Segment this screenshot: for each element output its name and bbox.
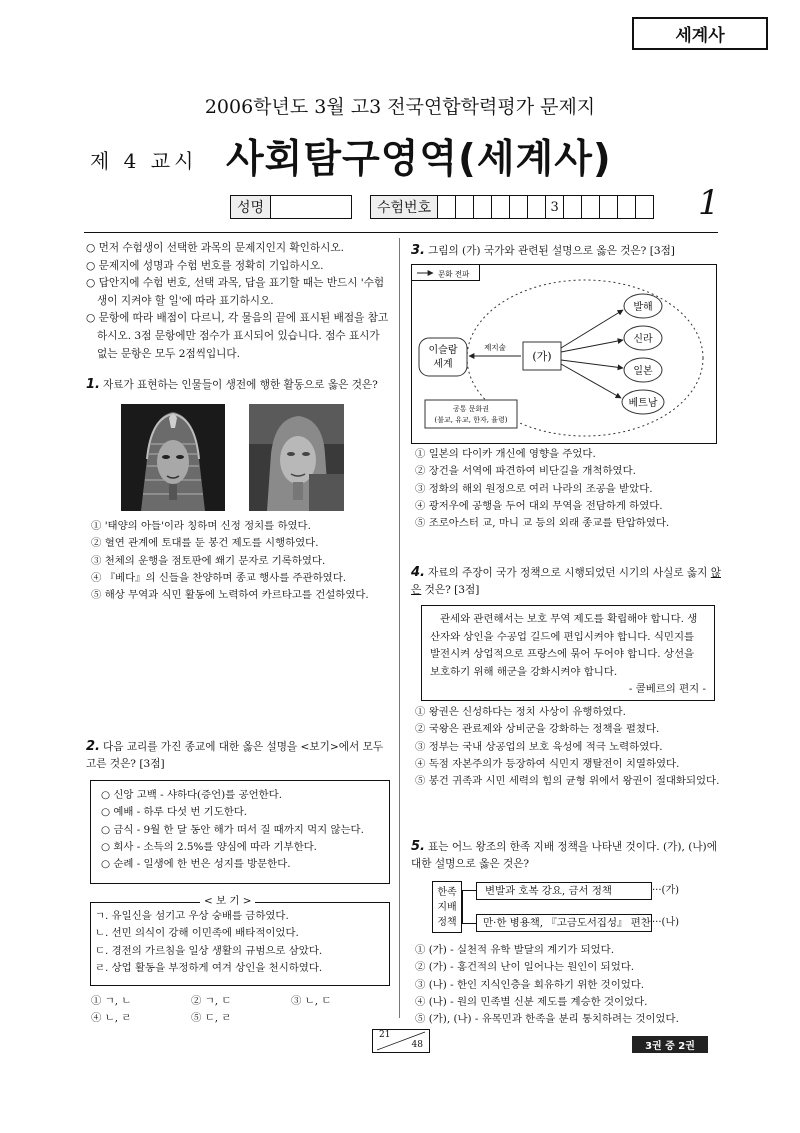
q2-bogi-box xyxy=(90,902,390,986)
q1-stem xyxy=(86,376,396,394)
q2-number: 2. xyxy=(86,739,100,754)
q2-answers xyxy=(91,993,391,1028)
header-rule xyxy=(84,232,718,233)
doctrine-item: ○ 금식 - 9월 한 달 동안 해가 떠서 질 때까지 먹지 않는다. xyxy=(101,823,364,836)
name-field[interactable] xyxy=(270,195,352,219)
q5-bracket xyxy=(462,890,476,924)
bogi-item: ㄴ. 선민 의식이 강해 이민족에 배타적이었다. xyxy=(95,927,299,940)
q3-option[interactable]: ④ 광저우에 공행을 두어 대외 무역을 전담하게 하였다. xyxy=(415,499,663,512)
q3-option[interactable]: ② 장건을 서역에 파견하여 비단길을 개척하였다. xyxy=(415,465,636,478)
q4-option[interactable]: ③ 정부는 국내 상공업의 보호 육성에 적극 노력하였다. xyxy=(415,740,663,753)
q1-option[interactable]: ① '태양의 아들'이라 칭하며 신정 정치를 하였다. xyxy=(91,520,311,532)
q3-option[interactable]: ① 일본의 다이카 개신에 영향을 주었다. xyxy=(415,448,596,460)
q5-option[interactable]: ⑤ (가), (나) - 유목민과 한족을 분리 통치하려는 것이었다. xyxy=(415,1013,679,1026)
q5-option[interactable]: ① (가) - 실천적 유학 발달의 계기가 되었다. xyxy=(415,944,614,956)
name-row xyxy=(230,195,352,219)
q1-option[interactable]: ④ 『베다』의 신들을 찬양하며 종교 행사를 주관하였다. xyxy=(91,571,347,584)
main-title: 사회탐구영역(세계사) xyxy=(226,137,612,182)
page-fraction-box xyxy=(372,1029,430,1053)
q2-doctrine-box xyxy=(90,780,390,884)
q1-stem-text: 자료가 표현하는 인물들이 생전에 행한 활동으로 옳은 것은? xyxy=(102,379,378,391)
page-fraction-top: 21 xyxy=(379,1030,391,1040)
q5-option[interactable]: ② (가) - 홍건적의 난이 일어나는 원인이 되었다. xyxy=(415,961,635,974)
diagram-islam-2: 세계 xyxy=(433,359,453,370)
exam-number-label: 수험번호 xyxy=(370,195,437,219)
q1-option[interactable]: ⑤ 해상 무역과 식민 활동에 노력하여 카르타고를 건설하였다. xyxy=(91,589,369,602)
q4-option[interactable]: ④ 독점 자본주의가 등장하여 식민지 쟁탈전이 치열하였다. xyxy=(415,757,680,770)
page-number: 1 xyxy=(698,183,720,223)
session-label: 제 4 교시 xyxy=(90,149,198,173)
q4-source-text: 관세와 관련해서는 보호 무역 제도를 확립해야 합니다. 생산자와 상인을 수공업 길드에 편입시켜야 합니다. 식민지를 발전시켜 상업적으로 프랑스에 묶어 두어야 합니다. 상선을 보호하기 위해 해군을 강화시켜야 합니다. xyxy=(430,613,698,678)
exam-number-field[interactable] xyxy=(437,195,654,219)
doctrine-item: ○ 순례 - 일생에 한 번은 성지를 방문한다. xyxy=(101,858,291,871)
q5-row-a: 변발과 호복 강요, 금서 정책 xyxy=(476,882,652,900)
q2-answer[interactable]: ① ㄱ, ㄴ xyxy=(91,995,132,1007)
diagram-target: 베트남 xyxy=(628,398,658,409)
q4-source-box xyxy=(421,605,715,701)
q5-row-b: 만·한 병용책, 『고금도서집성』 편찬 xyxy=(476,914,652,932)
q4-source-cite: - 콜베르의 편지 - xyxy=(628,683,706,696)
q4-stem-end: 것은? [3점] xyxy=(421,584,480,596)
bogi-item: ㄹ. 상업 활동을 부정하게 여겨 상인을 천시하였다. xyxy=(95,961,323,974)
q2-answer[interactable]: ② ㄱ, ㄷ xyxy=(191,995,232,1007)
q5-tag-a: ···(가) xyxy=(652,885,680,896)
exam-number-digit: 3 xyxy=(545,196,563,218)
q3-option[interactable]: ③ 정화의 해외 원정으로 여러 나라의 조공을 받았다. xyxy=(415,482,653,495)
q4-stem-emphasis: 않은 xyxy=(411,567,721,596)
diagram-target: 신라 xyxy=(633,334,653,345)
doctrine-item: ○ 예배 - 하루 다섯 번 기도한다. xyxy=(101,806,248,819)
q3-option[interactable]: ⑤ 조로아스터 교, 마니 교 등의 외래 종교를 탄압하였다. xyxy=(415,517,670,530)
q3-diagram xyxy=(411,264,717,444)
diagram-target: 일본 xyxy=(633,366,653,377)
q5-stem-text: 표는 어느 왕조의 한족 지배 정책을 나타낸 것이다. (가), (나)에 대한 설명으로 옳은 것은? xyxy=(411,841,717,870)
bogi-item: ㄷ. 경전의 가르침을 일상 생활의 규범으로 삼았다. xyxy=(95,944,323,957)
q2-stem-text: 다음 교리를 가진 종교에 대한 옳은 설명을 <보기>에서 모두 고른 것은? [3점] xyxy=(86,741,384,770)
q3-options xyxy=(415,446,720,532)
q4-option[interactable]: ② 국왕은 관료제와 상비군을 강화하는 정책을 펼쳤다. xyxy=(415,723,660,736)
diagram-legend: 문화 전파 xyxy=(438,269,470,279)
diagram-paper: 제지술 xyxy=(484,343,506,352)
q1-option[interactable]: ③ 천체의 운행을 점토판에 쐐기 문자로 기록하였다. xyxy=(91,554,326,567)
q3-number: 3. xyxy=(411,243,425,258)
volume-badge: 3권 중 2권 xyxy=(632,1036,708,1053)
q1-number: 1. xyxy=(86,377,100,392)
q2-answer[interactable]: ④ ㄴ, ㄹ xyxy=(91,1012,132,1025)
name-label: 성명 xyxy=(230,195,270,219)
q5-tag-b: ···(나) xyxy=(652,917,680,928)
q4-option[interactable]: ⑤ 봉건 귀족과 시민 세력의 힘의 균형 위에서 왕권이 절대화되었다. xyxy=(415,775,720,788)
q5-option[interactable]: ④ (나) - 원의 민족별 신분 제도를 계승한 것이었다. xyxy=(415,995,648,1008)
q5-number: 5. xyxy=(411,839,425,854)
q5-options xyxy=(415,942,720,1028)
subject-box: 세계사 xyxy=(632,17,768,50)
q4-option[interactable]: ① 왕권은 신성하다는 정치 사상이 유행하였다. xyxy=(415,706,626,718)
q2-answer[interactable]: ③ ㄴ, ㄷ xyxy=(291,995,332,1007)
q4-stem xyxy=(411,564,721,599)
notice-item: ○ 문항에 따라 배점이 다르니, 각 물음의 끝에 표시된 배점을 참고하시오. 3점 문항에만 점수가 표시되어 있습니다. 점수 표시가 없는 문항은 모두 2점씩입니다. xyxy=(86,312,389,360)
q5-option[interactable]: ③ (나) - 한인 지식인층을 회유하기 위한 것이었다. xyxy=(415,978,645,991)
diagram-ga: (가) xyxy=(532,350,552,363)
q4-number: 4. xyxy=(411,565,425,580)
exam-title: 2006학년도 3월 고3 전국연합학력평가 문제지 xyxy=(204,96,596,118)
q1-options xyxy=(91,518,396,604)
ramesses-statue-image xyxy=(249,404,344,511)
tutankhamun-mask-image xyxy=(121,404,225,511)
diagram-common-1: 공통 문화권 xyxy=(452,405,490,413)
doctrine-item: ○ 회사 - 소득의 2.5%를 양심에 따라 기부한다. xyxy=(101,840,317,853)
q3-stem xyxy=(411,242,721,260)
doctrine-item: ○ 신앙 고백 - 샤하다(증언)를 공언한다. xyxy=(101,789,283,801)
column-divider xyxy=(399,238,400,1018)
q1-option[interactable]: ② 혈연 관계에 토대를 둔 봉건 제도를 시행하였다. xyxy=(91,537,319,550)
q4-stem-text: 자료의 주장이 국가 정책으로 시행되었던 시기의 사실로 옳지 xyxy=(427,567,711,579)
q4-options xyxy=(415,704,720,790)
q2-answer[interactable]: ⑤ ㄷ, ㄹ xyxy=(191,1012,232,1025)
notice-item: ○ 먼저 수험생이 선택한 과목의 문제지인지 확인하시오. xyxy=(86,242,344,254)
diagram-common-2: (불교, 유교, 한자, 율령) xyxy=(434,416,508,424)
exam-number-row xyxy=(370,195,654,219)
notice-item: ○ 문제지에 성명과 수험 번호를 정확히 기입하시오. xyxy=(86,259,324,272)
q2-stem xyxy=(86,738,396,773)
page-fraction-bottom: 48 xyxy=(411,1040,423,1050)
q5-table-label: 한족 지배 정책 xyxy=(432,881,462,933)
bogi-item: ㄱ. 유일신을 섬기고 우상 숭배를 금하였다. xyxy=(95,910,289,922)
diagram-target: 발해 xyxy=(633,302,653,313)
notice-item: ○ 답안지에 수험 번호, 선택 과목, 답을 표기할 때는 반드시 '수험생이 지켜야 할 일'에 따라 표기하시오. xyxy=(86,277,385,307)
q5-stem xyxy=(411,838,721,873)
diagram-islam: 이슬람 xyxy=(428,345,458,356)
bogi-title: < 보 기 > xyxy=(200,893,255,909)
q3-stem-text: 그림의 (가) 국가와 관련된 설명으로 옳은 것은? [3점] xyxy=(427,245,675,257)
notice-list xyxy=(86,240,392,363)
